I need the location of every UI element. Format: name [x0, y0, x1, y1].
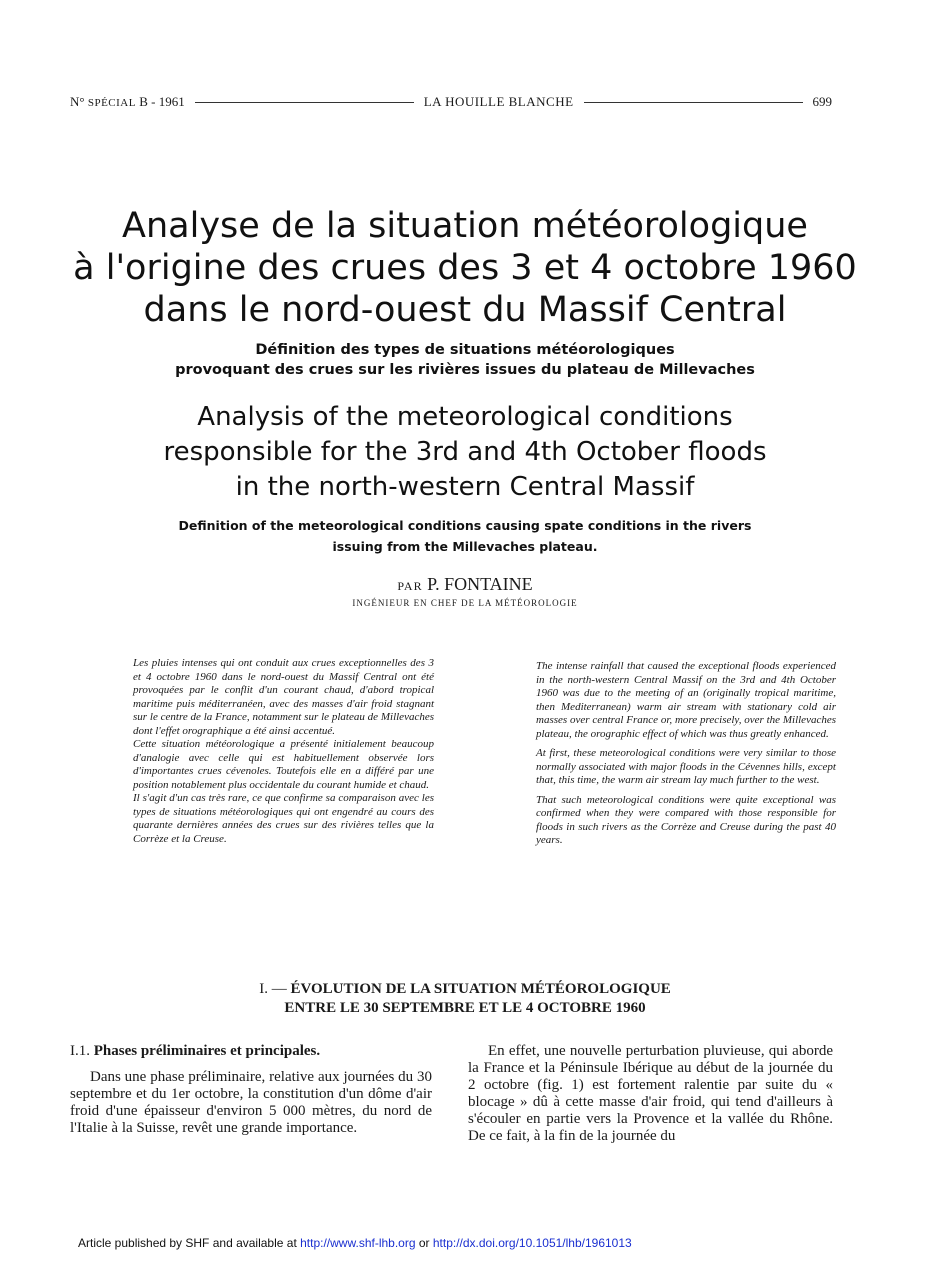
abstract-fr-paragraph: Il s'agit d'un cas très rare, ce que confirme sa comparaison avec les types de situations météorologiques qui ont engendré au cours des quarante dernières années des crues sur des rivières telles que la Corrèze et la Creuse. [133, 792, 434, 845]
footer-text-or: or [415, 1236, 433, 1250]
body-column-left [70, 1043, 432, 1137]
abstract-en-paragraph: At first, these meteorological conditions were very similar to those normally associated with major floods in the Cévennes hills, except that, this time, the warm air stream lay much further to the west. [536, 747, 836, 786]
journal-name: LA HOUILLE BLANCHE [423, 94, 574, 109]
title-en-line2: responsible for the 3rd and 4th October floods [163, 437, 767, 467]
subsection-title: Phases préliminaires et principales. [93, 1043, 321, 1059]
section-title-line1: ÉVOLUTION DE LA SITUATION MÉTÉOROLOGIQUE [290, 981, 671, 997]
title-en-line3: in the north-western Central Massif [235, 472, 695, 502]
issue-special: SPÉCIAL [87, 97, 136, 109]
subtitle-en [100, 515, 830, 557]
subsection-number: I.1. [70, 1043, 90, 1059]
publication-footer [78, 1236, 632, 1250]
author-line [200, 574, 730, 595]
title-en [40, 400, 890, 505]
subtitle-fr-line1: Définition des types de situations météorologiques [255, 342, 675, 358]
doi-link[interactable]: http://dx.doi.org/10.1051/lhb/1961013 [432, 1236, 632, 1250]
header-rule-right [584, 102, 803, 103]
section-heading [120, 980, 810, 1018]
title-fr [40, 205, 890, 331]
body-paragraph: En effet, une nouvelle perturbation pluvieuse, qui aborde la France et la Péninsule Ibérique au début de la journée du 2 octobre (fig. 1) est fortement ralentie par suite du « blocage » dû à cette masse d'air froid, qui tend d'ailleurs à s'écouler en partie vers la Provence et la vallée du Rhône. De ce fait, à la fin de la journée du [468, 1043, 833, 1144]
title-fr-line1: Analyse de la situation météorologique [122, 206, 808, 246]
subtitle-fr-line2: provoquant des crues sur les rivières issues du plateau de Millevaches [175, 362, 755, 378]
subtitle-en-line2: issuing from the Millevaches plateau. [332, 539, 598, 554]
abstract-en-paragraph: That such meteorological conditions were quite exceptional was confirmed when they were compared with those responsible for floods in such rivers as the Corrèze and Creuse during the past 40 years. [536, 793, 836, 846]
title-en-line1: Analysis of the meteorological conditions [197, 402, 733, 432]
body-paragraph: Dans une phase préliminaire, relative aux journées du 30 septembre et du 1er octobre, la constitution d'un dôme d'air froid d'une épaisseur d'environ 5 000 mètres, du nord de l'Italie à la Suisse, revêt une grande importance. [70, 1069, 432, 1136]
running-header [70, 92, 832, 112]
section-title-line2: ENTRE LE 30 SEPTEMBRE ET LE 4 OCTOBRE 1960 [284, 1000, 646, 1016]
journal-issue [70, 94, 185, 110]
issue-prefix: N° [70, 94, 88, 109]
header-rule-left [195, 102, 414, 103]
author-affiliation: INGÉNIEUR EN CHEF DE LA MÉTÉOROLOGIE [352, 598, 578, 608]
abstract-fr-paragraph: Cette situation météorologique a présenté initialement beaucoup d'analogie avec celle qui est habituellement observée lors d'importantes crues cévenoles. Toutefois elle en a différé par une position notablement plus occidentale du courant humide et chaud. [133, 738, 434, 791]
title-fr-line2: à l'origine des crues des 3 et 4 octobre 1960 [73, 248, 857, 288]
abstract-en [536, 660, 836, 854]
section-number: I. — [259, 981, 291, 997]
author-name: P. FONTAINE [427, 574, 533, 594]
section-heading-line1 [120, 980, 810, 999]
body-column-right [468, 1043, 833, 1145]
abstract-en-paragraph: The intense rainfall that caused the exceptional floods experienced in the north-western Central Massif on the 3rd and 4th October 1960 was due to the meeting of an (originally tropical maritime, then Mediterranean) warm air stream with stationary cold air masses over central France or, more precisely, over the Millevaches plateau, the orographic effect of which was thus greatly enhanced. [536, 660, 836, 740]
subtitle-fr [60, 340, 870, 380]
abstract-fr-paragraph: Les pluies intenses qui ont conduit aux crues exceptionnelles des 3 et 4 octobre 1960 dans le nord-ouest du Massif Central ont été provoquées par le conflit d'un courant chaud, d'abord tropical maritime puis méditerranéen, avec des masses d'air froid stagnant sur le centre de la France, notamment sur le plateau de Millevaches dont l'effet orographique a été ainsi accentué. [133, 657, 434, 737]
footer-text: Article published by SHF and available at [78, 1236, 301, 1250]
subsection-heading [70, 1043, 432, 1060]
issue-number: B - 1961 [135, 94, 185, 109]
page-number: 699 [812, 94, 833, 109]
subtitle-en-line1: Definition of the meteorological conditions causing spate conditions in the rivers [178, 518, 752, 533]
shf-link[interactable]: http://www.shf-lhb.org [300, 1236, 416, 1250]
title-fr-line3: dans le nord-ouest du Massif Central [143, 290, 787, 330]
abstract-fr [133, 657, 434, 846]
author-prefix: PAR [397, 579, 423, 593]
